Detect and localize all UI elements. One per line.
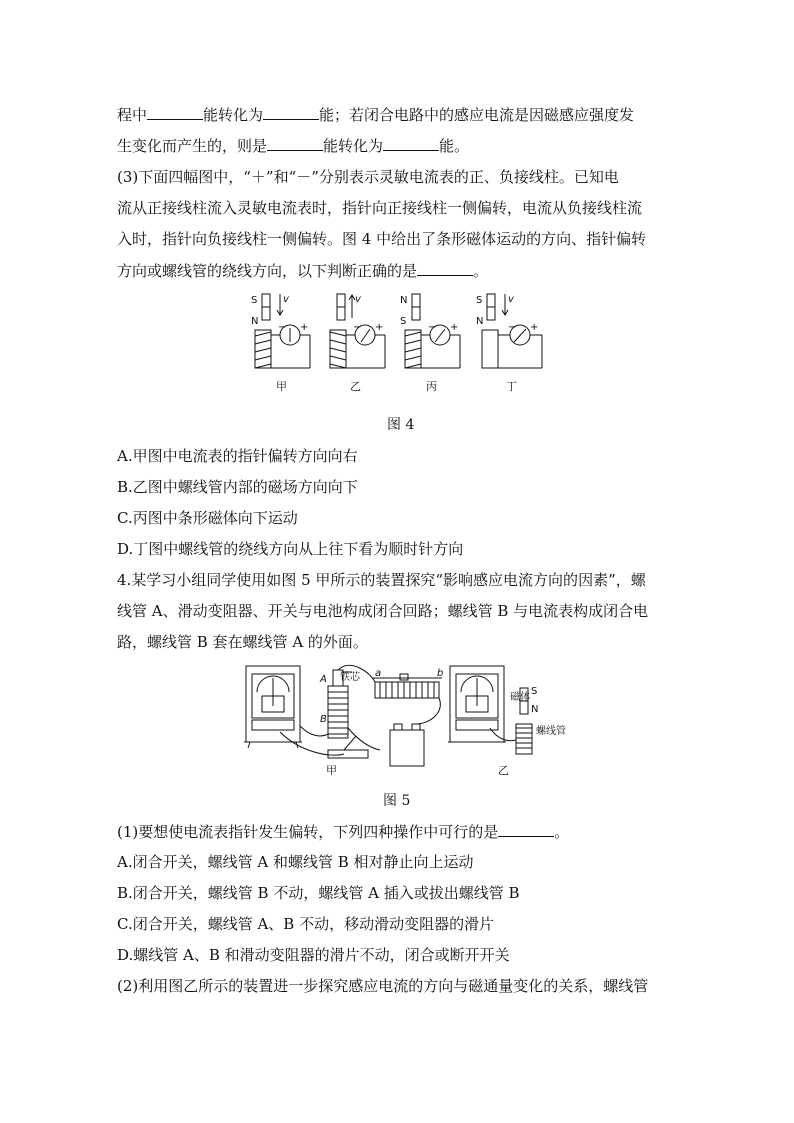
svg-text:丁: 丁 — [506, 380, 517, 393]
answer-blank[interactable] — [267, 135, 323, 151]
text-line: 程中 能转化为 能；若闭合电路中的感应电流是因磁感应强度发 — [117, 106, 635, 124]
svg-text:v: v — [283, 294, 289, 305]
svg-text:乙: 乙 — [498, 764, 509, 777]
question-3-line-1: (3)下面四幅图中，“＋”和“－”分别表示灵敏电流表的正、负接线柱。已知电 — [117, 168, 619, 186]
svg-text:−: − — [278, 322, 287, 333]
svg-text:N: N — [400, 295, 408, 306]
svg-text:A: A — [320, 674, 327, 685]
option-d[interactable]: D.螺线管 A、B 和滑动变阻器的滑片不动，闭合或断开开关 — [117, 946, 510, 964]
svg-text:+: + — [375, 322, 384, 333]
figure-4 — [240, 290, 560, 400]
figure-4-caption: 图 4 — [387, 417, 415, 433]
svg-text:S: S — [251, 295, 258, 306]
svg-text:−: − — [508, 322, 517, 333]
svg-text:乙: 乙 — [350, 380, 361, 393]
svg-text:铁芯: 铁芯 — [340, 672, 360, 683]
answer-blank[interactable] — [147, 104, 203, 120]
answer-blank[interactable] — [498, 821, 554, 837]
switch — [328, 750, 368, 758]
text-line: 生变化而产生的，则是 能转化为 能。 — [117, 137, 470, 155]
svg-text:v: v — [508, 294, 514, 305]
option-b[interactable]: B.闭合开关，螺线管 B 不动，螺线管 A 插入或拔出螺线管 B — [117, 884, 520, 902]
question-3-line-2: 流从正接线柱流入灵敏电流表时，指针向正接线柱一侧偏转，电流从负接线柱流 — [117, 199, 643, 217]
answer-blank[interactable] — [383, 135, 439, 151]
question-4-1: (1)要想使电流表指针发生偏转，下列四种操作中可行的是 。 — [117, 823, 570, 841]
svg-text:B: B — [320, 714, 327, 725]
option-b[interactable]: B.乙图中螺线管内部的磁场方向向下 — [117, 478, 358, 496]
svg-text:−: − — [353, 322, 362, 333]
svg-text:甲: 甲 — [276, 380, 287, 393]
option-d[interactable]: D.丁图中螺线管的绕线方向从上往下看为顺时针方向 — [117, 540, 464, 558]
svg-text:a: a — [375, 668, 382, 679]
question-4-line-3: 路，螺线管 B 套在螺线管 A 的外面。 — [117, 633, 368, 651]
svg-text:甲: 甲 — [326, 764, 337, 777]
svg-text:N: N — [531, 704, 539, 715]
question-4-line-2: 线管 A、滑动变阻器、开关与电池构成闭合回路；螺线管 B 与电流表构成闭合电 — [117, 602, 649, 620]
svg-text:N: N — [476, 316, 484, 327]
svg-text:v: v — [355, 294, 361, 305]
answer-blank[interactable] — [263, 104, 319, 120]
svg-text:S: S — [476, 295, 483, 306]
svg-text:−: − — [428, 322, 437, 333]
svg-text:磁体: 磁体 — [510, 692, 530, 703]
figure-5-caption: 图 5 — [383, 793, 411, 809]
option-a[interactable]: A.甲图中电流表的指针偏转方向向右 — [117, 447, 358, 465]
question-3-line-3: 入时，指针向负接线柱一侧偏转。图 4 中给出了条形磁体运动的方向、指针偏转 — [117, 230, 647, 248]
question-4-line-1: 4.某学习小组同学使用如图 5 甲所示的装置探究“影响感应电流方向的因素”，螺 — [117, 571, 646, 589]
rheostat — [375, 682, 439, 698]
svg-text:S: S — [400, 316, 407, 327]
svg-text:螺线管: 螺线管 — [536, 726, 566, 737]
question-4-2: (2)利用图乙所示的装置进一步探究感应电流的方向与磁通量变化的关系，螺线管 — [117, 977, 649, 995]
svg-text:S: S — [531, 686, 538, 697]
svg-text:b: b — [437, 668, 444, 679]
answer-blank[interactable] — [417, 260, 473, 276]
question-3-line-4: 方向或螺线管的绕线方向，以下判断正确的是 。 — [117, 262, 489, 280]
svg-text:+: + — [530, 322, 539, 333]
solenoid-b — [328, 686, 348, 738]
battery — [390, 730, 424, 766]
figure-5 — [240, 662, 566, 780]
option-a[interactable]: A.闭合开关，螺线管 A 和螺线管 B 相对静止向上运动 — [117, 853, 474, 871]
svg-text:+: + — [300, 322, 309, 333]
svg-text:丙: 丙 — [426, 380, 437, 393]
option-c[interactable]: C.闭合开关，螺线管 A、B 不动，移动滑动变阻器的滑片 — [117, 915, 495, 933]
svg-text:N: N — [251, 316, 259, 327]
option-c[interactable]: C.丙图中条形磁体向下运动 — [117, 509, 298, 527]
svg-text:+: + — [450, 322, 459, 333]
